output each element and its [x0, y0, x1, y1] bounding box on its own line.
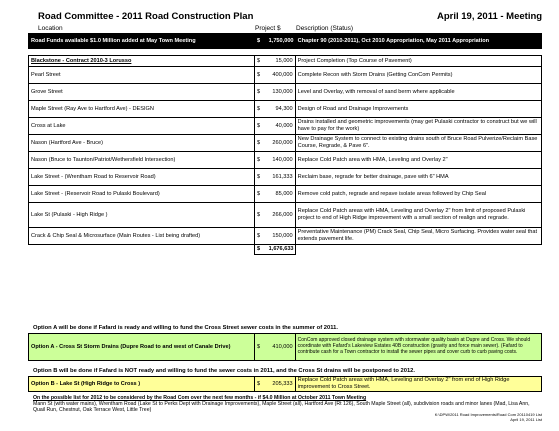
meeting-date: April 19, 2011 - Meeting [437, 11, 543, 22]
file-path: K:\DPW\2011 Road Improvements\Road Com 20110419 List [434, 412, 542, 417]
row-amount: 266,000 [267, 203, 296, 228]
row-dollar: $ [254, 228, 266, 245]
option-a-description: ConCom approved closed drainage system with stormwater quality basin at Dupre and Cross. We should coordinate with Fafard's Lakeview Estates 40B construction (gravity and force main sewer). (Fafard to contribute cash for a Town contractor to install the sewer pipes and cover curb to curb paving costs. [295, 334, 541, 361]
row-description: Level and Overlay, with removal of sand berm where applicable [295, 84, 541, 101]
row-location: Lake Street - (Reservoir Road to Pulaski Boulevard) [29, 186, 255, 203]
funds-location: Road Funds available $1.0 Million added at May Town Meeting [29, 34, 255, 49]
table-row [29, 169, 542, 186]
funds-dollar: $ [254, 34, 266, 49]
option-b-amount: 205,333 [267, 377, 296, 392]
row-description: Drains installed and geometric improvements (may get Pulaski contractor to construct but we will have to pay for the work) [295, 118, 541, 135]
row-amount: 130,000 [267, 84, 296, 101]
total-row [29, 245, 542, 255]
footer-title: On the possible list for 2012 to be considered by the Road Com over the next few months - if $4.0 Million at October 2011 Town Meeting [33, 395, 367, 401]
row-dollar: $ [254, 84, 266, 101]
row-description: Remove cold patch, regrade and repave isolate areas followed by Chip Seal [295, 186, 541, 203]
row-amount: 161,333 [267, 169, 296, 186]
row-location: Crack & Chip Seal & Microsurface (Main Routes - List being drafted) [29, 228, 255, 245]
row-location: Maple Street (Ray Ave to Hartford Ave) - DESIGN [29, 101, 255, 118]
row-location: Cross at Lake [29, 118, 255, 135]
option-a-note: Option A will be done if Fafard is ready and willing to fund the Cross Street sewer costs in the summer of 2011. [33, 325, 338, 331]
funds-amount: 1,750,000 [267, 34, 296, 49]
row-dollar: $ [254, 67, 266, 84]
row-dollar: $ [254, 203, 266, 228]
option-b-description: Replace Cold Patch areas with HMA, Leveling and Overlay 2" from end of High Ridge improvement to Cross Street. [295, 377, 541, 392]
row-location: Pearl Street [29, 67, 255, 84]
row-amount: 140,000 [267, 152, 296, 169]
total-amount: 1,676,633 [267, 245, 296, 255]
row-description: Complete Recon with Storm Drains (Getting ConCom Permits) [295, 67, 541, 84]
row-amount: 85,000 [267, 186, 296, 203]
option-b-table [28, 376, 542, 392]
funds-description: Chapter 90 (2010-2011), Oct 2010 Appropriation, May 2011 Appropriation [295, 34, 541, 49]
row-dollar: $ [254, 135, 266, 152]
contract-location: Blackstone - Contract 2010-3 Lorusso [29, 56, 255, 67]
option-a-amount: 410,000 [267, 334, 296, 361]
row-amount: 94,300 [267, 101, 296, 118]
table-row [29, 228, 542, 245]
option-a-table [28, 333, 542, 361]
row-location: Nason (Hartford Ave - Bruce) [29, 135, 255, 152]
option-b-note: Option B will be done if Fafard is NOT ready and willing to fund the sewer costs in 2011, and the Cross St drains will be postponed to 2012. [33, 368, 416, 374]
row-amount: 260,000 [267, 135, 296, 152]
row-location: Lake Street - (Wrentham Road to Reservoir Road) [29, 169, 255, 186]
row-dollar: $ [254, 101, 266, 118]
row-description: Replace Cold Patch area with HMA, Leveling and Overlay 2" [295, 152, 541, 169]
row-amount: 400,000 [267, 67, 296, 84]
option-b-row [29, 377, 542, 392]
table-row [29, 118, 542, 135]
row-description: Preventative Maintenance (PM) Crack Seal, Chip Seal, Micro Surfacing. Provides water seal that extends pavement life. [295, 228, 541, 245]
footer-body: Mann St (with water mains), Wrentham Road (Lake St to Perks Dept with Drainage Improvements), Maple Street (all), Hartford Ave (Rt 126), South Maple Street (all), subdivision roads and minor lanes (Mad, Lisa Ann, Quail Run, Chestnut, Oak Terrace West, Little Tree) [33, 401, 530, 414]
row-description: Reclaim base, regrade for better drainage, pave with 6" HMA [295, 169, 541, 186]
table-row [29, 84, 542, 101]
row-location: Lake St (Pulaski - High Ridge ) [29, 203, 255, 228]
contract-dollar: $ [254, 56, 266, 67]
row-amount: 40,000 [267, 118, 296, 135]
spacer-row [29, 49, 542, 56]
footer-notes [33, 395, 543, 414]
table-row [29, 67, 542, 84]
projects-table [28, 33, 542, 255]
contract-amount: 15,000 [267, 56, 296, 67]
option-a-row [29, 334, 542, 361]
table-row [29, 135, 542, 152]
file-reference [420, 412, 542, 422]
table-row [29, 152, 542, 169]
row-dollar: $ [254, 118, 266, 135]
table-row [29, 186, 542, 203]
total-dollar: $ [254, 245, 266, 255]
row-description: Replace Cold Patch areas with HMA, Leveling and Overlay 2" from limit of proposed Pulaski project to end of High Ridge improvement with a small section of realign and regrade. [295, 203, 541, 228]
option-b-dollar: $ [254, 377, 266, 392]
column-header-location: Location [38, 25, 63, 32]
row-dollar: $ [254, 169, 266, 186]
row-location: Grove Street [29, 84, 255, 101]
column-header-project: Project $ [255, 25, 281, 32]
contract-description: Project Completion (Top Course of Pavement) [295, 56, 541, 67]
file-date: April 19, 2011 List [510, 417, 542, 422]
table-row [29, 101, 542, 118]
row-description: Design of Road and Drainage Improvements [295, 101, 541, 118]
column-header-description: Description (Status) [296, 25, 354, 32]
row-dollar: $ [254, 152, 266, 169]
option-a-dollar: $ [254, 334, 266, 361]
page-title: Road Committee - 2011 Road Construction Plan [38, 11, 254, 22]
table-row [29, 203, 542, 228]
row-dollar: $ [254, 186, 266, 203]
option-b-location: Option B - Lake St (High Ridge to Cross ) [29, 377, 255, 392]
row-amount: 150,000 [267, 228, 296, 245]
row-description: New Drainage System to connect to existing drains south of Bruce Road Pulverize/Reclaim Base Course, Regrade, & Pave 6". [295, 135, 541, 152]
option-a-location: Option A - Cross St Storm Drains (Dupre Road to and west of Canale Drive) [29, 334, 255, 361]
contract-row [29, 56, 542, 67]
row-location: Nason (Bruce to Taunton/Patriot/Wethersfield Intersection) [29, 152, 255, 169]
funds-row [29, 34, 542, 49]
